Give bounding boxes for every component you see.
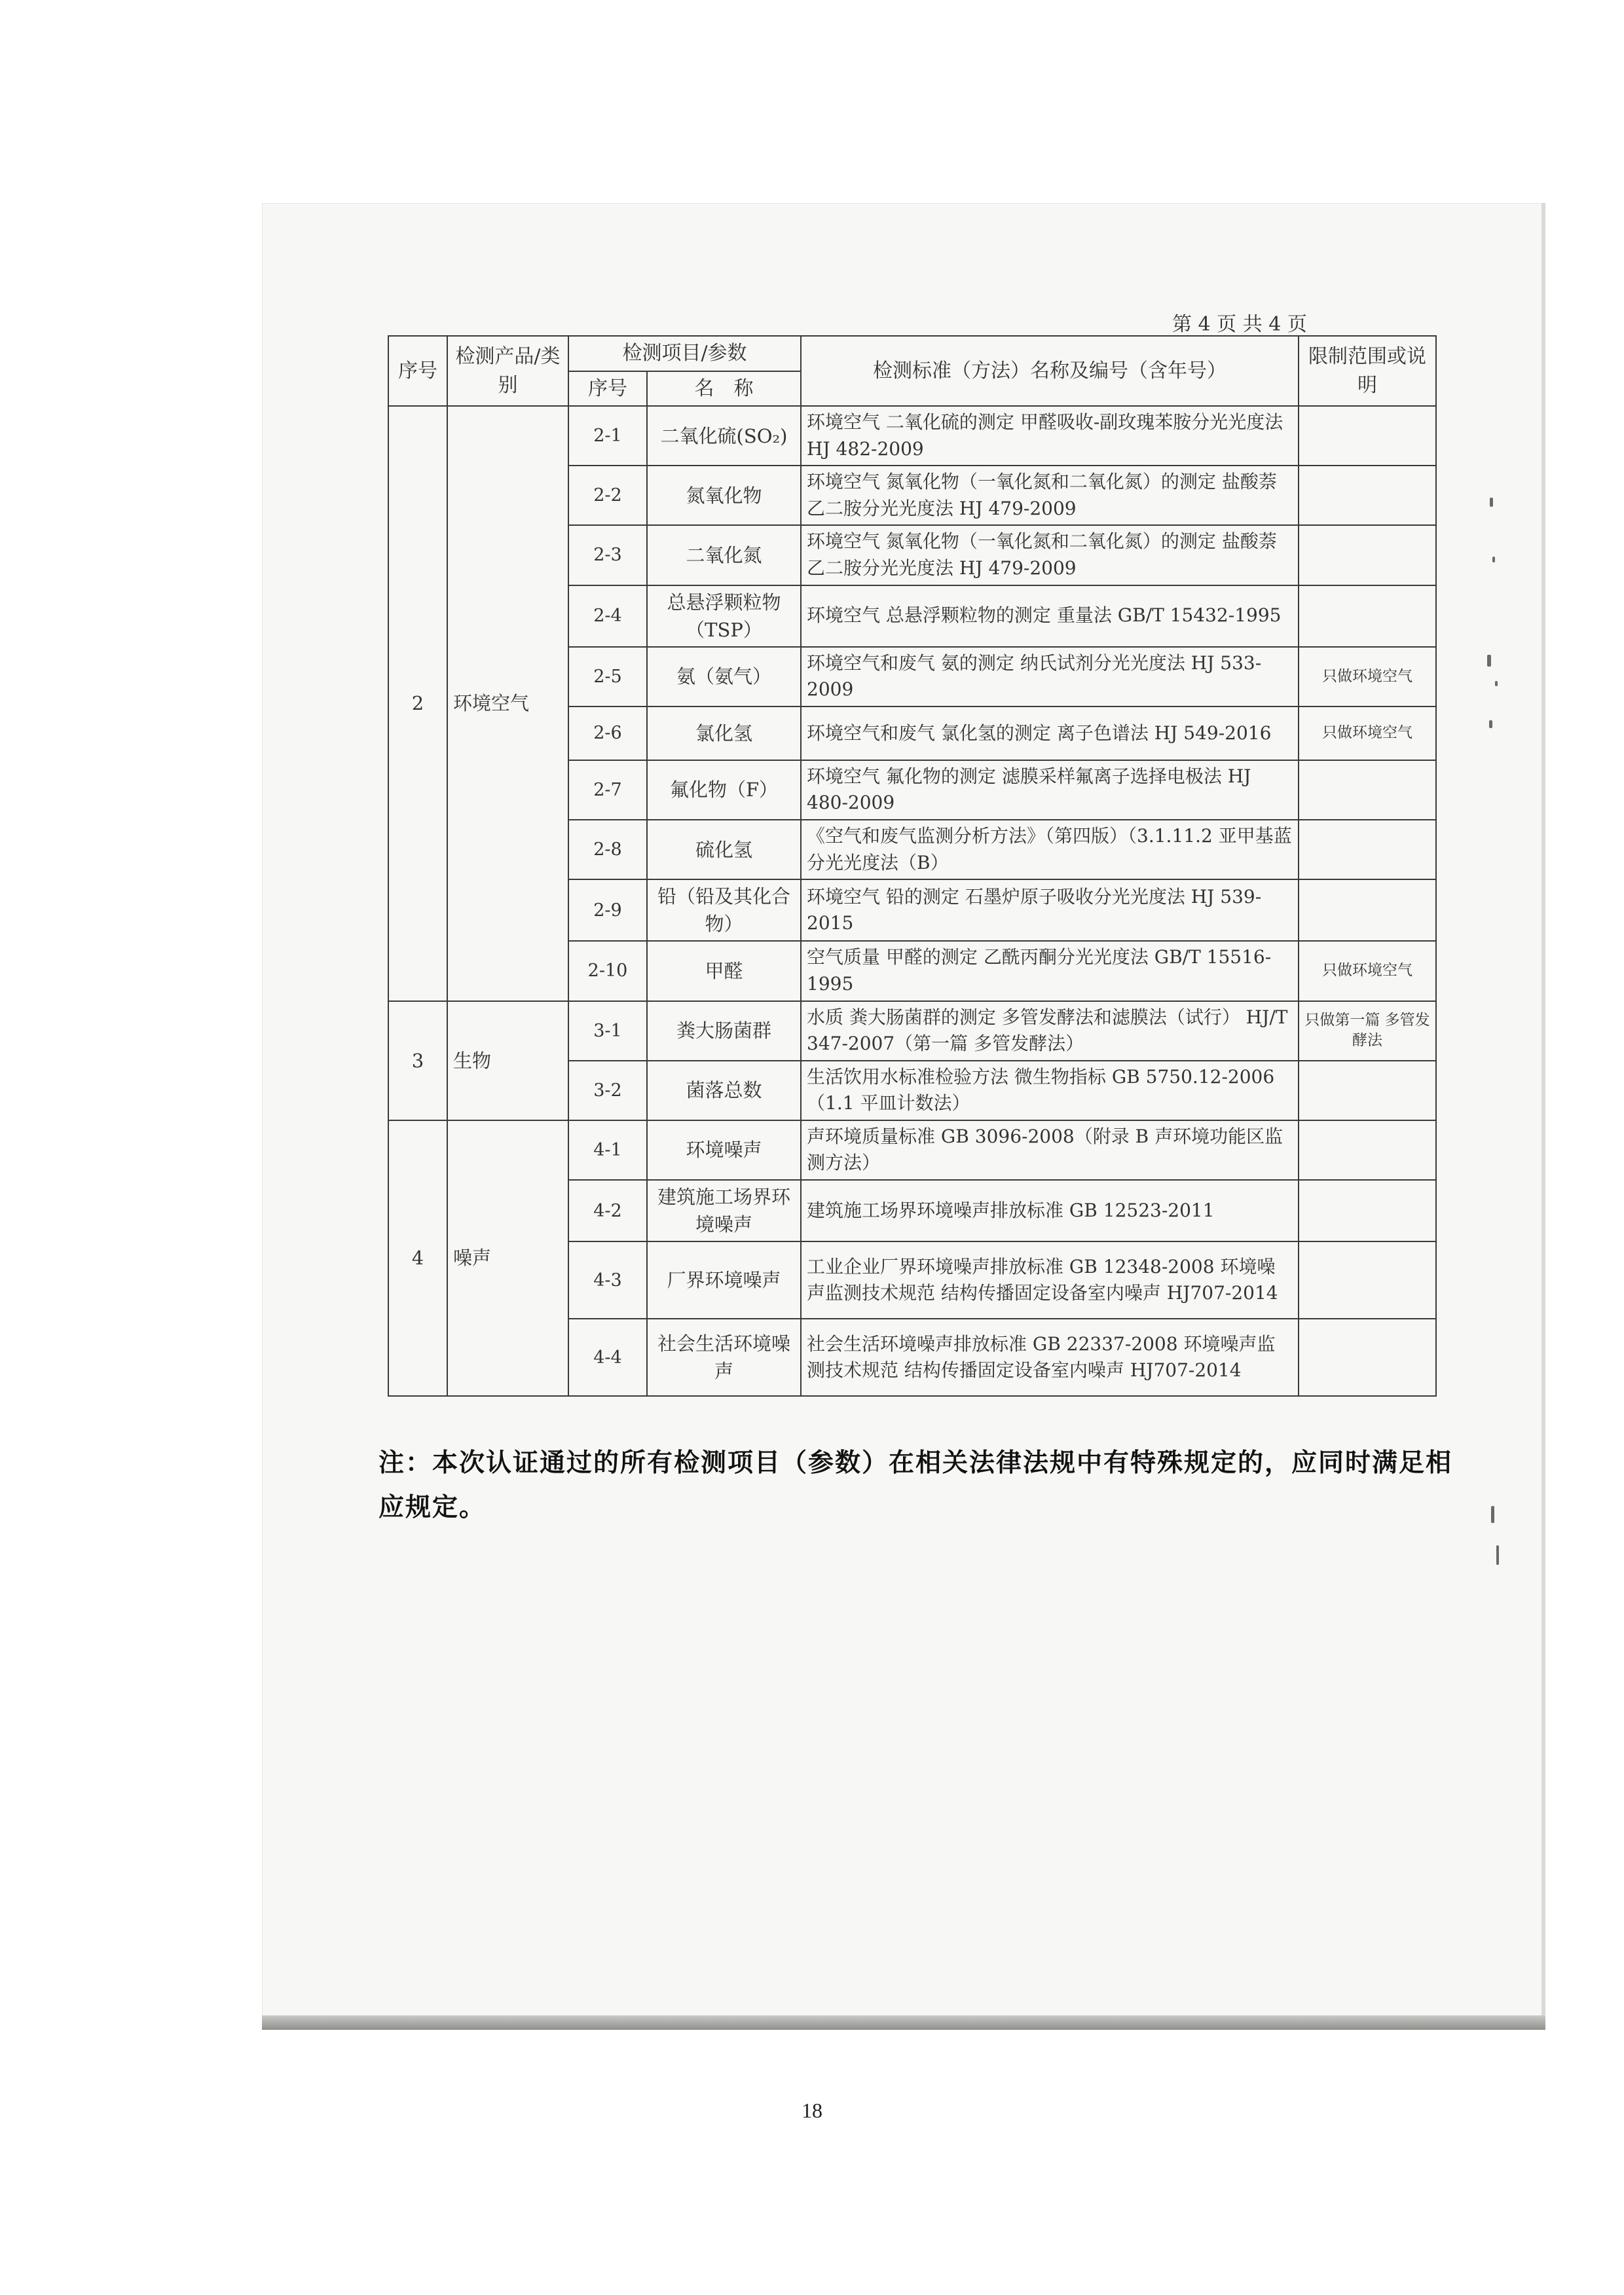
item-standard: 环境空气 氮氧化物（一氧化氮和二氧化氮）的测定 盐酸萘乙二胺分光光度法 HJ 479-2009 [801, 525, 1299, 585]
item-name: 总悬浮颗粒物（TSP） [647, 585, 801, 647]
item-sub-seq: 2-1 [568, 406, 647, 466]
table-row [388, 1120, 1436, 1180]
item-standard: 环境空气和废气 氨的测定 纳氏试剂分光光度法 HJ 533-2009 [801, 647, 1299, 707]
group-seq: 2 [388, 406, 447, 1001]
item-limit [1299, 1180, 1436, 1241]
item-standard: 社会生活环境噪声排放标准 GB 22337-2008 环境噪声监测技术规范 结构传播固定设备室内噪声 HJ707-2014 [801, 1319, 1299, 1396]
item-standard: 工业企业厂界环境噪声排放标准 GB 12348-2008 环境噪声监测技术规范 结构传播固定设备室内噪声 HJ707-2014 [801, 1241, 1299, 1319]
item-limit: 只做环境空气 [1299, 707, 1436, 760]
certification-note: 注：本次认证通过的所有检测项目（参数）在相关法律法规中有特殊规定的，应同时满足相应规定。 [378, 1448, 1453, 1523]
header-standard: 检测标准（方法）名称及编号（含年号） [801, 336, 1299, 406]
header-limit: 限制范围或说明 [1299, 336, 1436, 406]
item-name: 粪大肠菌群 [647, 1001, 801, 1061]
header-name: 名 称 [647, 371, 801, 407]
item-limit [1299, 406, 1436, 466]
header-sub-seq: 序号 [568, 371, 647, 407]
group-seq: 3 [388, 1001, 447, 1120]
scan-specks [1483, 485, 1509, 1598]
group-category: 环境空气 [447, 406, 568, 1001]
scan-edge-shadow [1541, 203, 1545, 2030]
item-standard: 《空气和废气监测分析方法》（第四版）（3.1.11.2 亚甲基蓝分光光度法（B） [801, 820, 1299, 879]
header-item-group: 检测项目/参数 [568, 336, 801, 371]
item-name: 二氧化氮 [647, 525, 801, 585]
item-limit [1299, 820, 1436, 879]
table-row [388, 1001, 1436, 1061]
item-standard: 环境空气 二氧化硫的测定 甲醛吸收-副玫瑰苯胺分光光度法 HJ 482-2009 [801, 406, 1299, 466]
page-number: 18 [802, 2099, 822, 2122]
item-standard: 空气质量 甲醛的测定 乙酰丙酮分光光度法 GB/T 15516-1995 [801, 941, 1299, 1001]
item-name: 建筑施工场界环境噪声 [647, 1180, 801, 1241]
item-limit [1299, 1319, 1436, 1396]
item-name: 环境噪声 [647, 1120, 801, 1180]
item-sub-seq: 2-9 [568, 879, 647, 941]
item-sub-seq: 2-7 [568, 760, 647, 820]
header-seq: 序号 [388, 336, 447, 406]
item-name: 铅（铅及其化合物） [647, 879, 801, 941]
item-name: 氨（氨气） [647, 647, 801, 707]
table-row [388, 406, 1436, 466]
item-limit [1299, 879, 1436, 941]
item-limit [1299, 525, 1436, 585]
item-sub-seq: 2-10 [568, 941, 647, 1001]
item-limit [1299, 1120, 1436, 1180]
item-name: 厂界环境噪声 [647, 1241, 801, 1319]
item-name: 氟化物（F） [647, 760, 801, 820]
item-name: 菌落总数 [647, 1061, 801, 1120]
group-category: 噪声 [447, 1120, 568, 1396]
item-sub-seq: 3-1 [568, 1001, 647, 1061]
item-limit [1299, 585, 1436, 647]
group-seq: 4 [388, 1120, 447, 1396]
item-standard: 环境空气 铅的测定 石墨炉原子吸收分光光度法 HJ 539-2015 [801, 879, 1299, 941]
item-limit [1299, 466, 1436, 525]
page-count-label: 第 4 页 共 4 页 [1172, 313, 1307, 336]
item-standard: 环境空气和废气 氯化氢的测定 离子色谱法 HJ 549-2016 [801, 707, 1299, 760]
item-limit [1299, 760, 1436, 820]
item-sub-seq: 4-3 [568, 1241, 647, 1319]
item-sub-seq: 3-2 [568, 1061, 647, 1120]
item-sub-seq: 2-2 [568, 466, 647, 525]
item-sub-seq: 4-2 [568, 1180, 647, 1241]
group-category: 生物 [447, 1001, 568, 1120]
item-name: 硫化氢 [647, 820, 801, 879]
item-standard: 建筑施工场界环境噪声排放标准 GB 12523-2011 [801, 1180, 1299, 1241]
item-limit [1299, 1061, 1436, 1120]
item-sub-seq: 2-5 [568, 647, 647, 707]
item-name: 氮氧化物 [647, 466, 801, 525]
item-standard: 环境空气 氮氧化物（一氧化氮和二氧化氮）的测定 盐酸萘乙二胺分光光度法 HJ 479-2009 [801, 466, 1299, 525]
item-standard: 水质 粪大肠菌群的测定 多管发酵法和滤膜法（试行） HJ/T 347-2007（第一篇 多管发酵法） [801, 1001, 1299, 1061]
item-sub-seq: 2-6 [568, 707, 647, 760]
item-sub-seq: 4-4 [568, 1319, 647, 1396]
item-name: 氯化氢 [647, 707, 801, 760]
item-limit: 只做第一篇 多管发酵法 [1299, 1001, 1436, 1061]
item-sub-seq: 4-1 [568, 1120, 647, 1180]
table-header-row [388, 336, 1436, 371]
item-limit: 只做环境空气 [1299, 941, 1436, 1001]
item-name: 二氧化硫(SO₂) [647, 406, 801, 466]
scan-bottom-border [262, 2015, 1545, 2030]
item-limit [1299, 1241, 1436, 1319]
item-sub-seq: 2-3 [568, 525, 647, 585]
certification-table [388, 335, 1437, 1397]
item-sub-seq: 2-4 [568, 585, 647, 647]
item-standard: 声环境质量标准 GB 3096-2008（附录 B 声环境功能区监测方法） [801, 1120, 1299, 1180]
item-name: 社会生活环境噪声 [647, 1319, 801, 1396]
item-standard: 环境空气 总悬浮颗粒物的测定 重量法 GB/T 15432-1995 [801, 585, 1299, 647]
item-standard: 环境空气 氟化物的测定 滤膜采样氟离子选择电极法 HJ 480-2009 [801, 760, 1299, 820]
item-standard: 生活饮用水标准检验方法 微生物指标 GB 5750.12-2006（1.1 平皿计数法） [801, 1061, 1299, 1120]
item-sub-seq: 2-8 [568, 820, 647, 879]
header-category: 检测产品/类别 [447, 336, 568, 406]
item-limit: 只做环境空气 [1299, 647, 1436, 707]
item-name: 甲醛 [647, 941, 801, 1001]
